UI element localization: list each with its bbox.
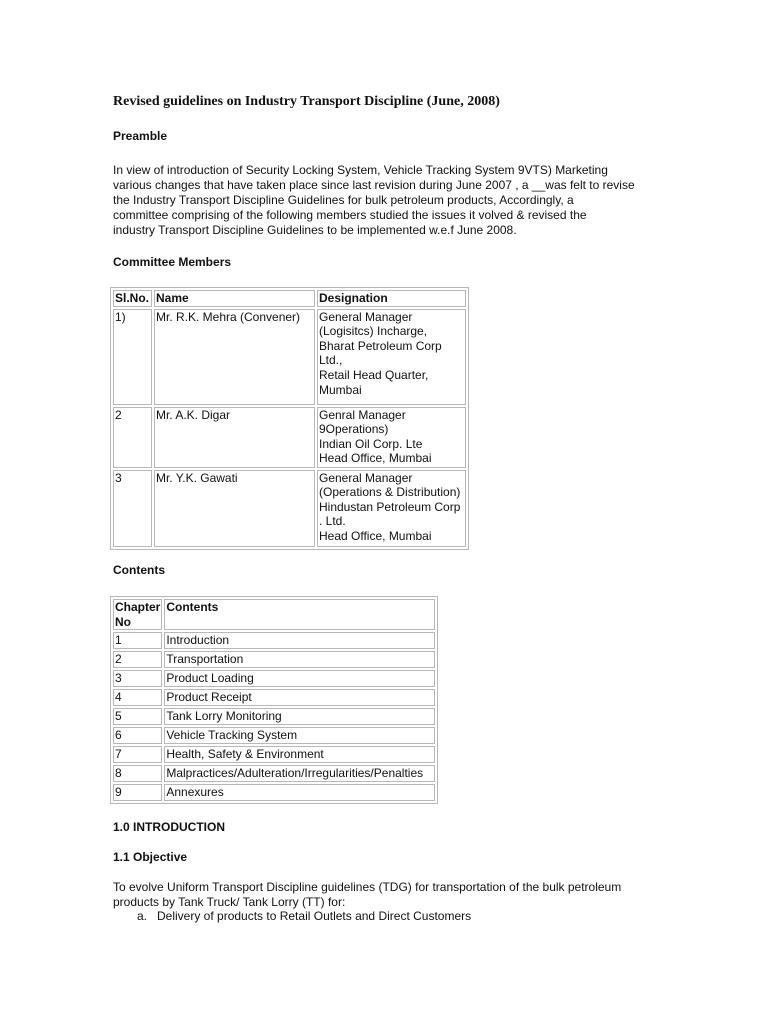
table-row xyxy=(113,670,435,687)
cell-slno: 3 xyxy=(113,470,152,547)
table-row xyxy=(113,746,435,763)
cell-chapter-title: Tank Lorry Monitoring xyxy=(164,708,435,725)
cell-designation xyxy=(317,470,466,547)
cell-name: Mr. R.K. Mehra (Convener) xyxy=(154,309,315,405)
cell-chapter-title: Malpractices/Adulteration/Irregularities/Penalties xyxy=(164,765,435,782)
cell-chapter-no: 3 xyxy=(113,670,162,687)
table-row xyxy=(113,708,435,725)
designation-line: (Operations & Distribution) xyxy=(319,485,461,500)
designation-line: Ltd., xyxy=(319,353,343,368)
contents-table xyxy=(110,596,438,804)
cell-designation xyxy=(317,407,466,468)
preamble-paragraph xyxy=(113,163,653,238)
cell-chapter-no: 5 xyxy=(113,708,162,725)
table-row xyxy=(113,407,466,468)
cell-chapter-no: 9 xyxy=(113,784,162,801)
list-marker: a. xyxy=(137,909,148,923)
objective-line: To evolve Uniform Transport Discipline guidelines (TDG) for transportation of the bulk petroleum xyxy=(113,880,622,894)
cell-name: Mr. A.K. Digar xyxy=(154,407,315,468)
table-row xyxy=(113,632,435,649)
preamble-line: committee comprising of the following members studied the issues it volved & revised the xyxy=(113,208,587,222)
committee-table xyxy=(110,287,469,550)
designation-line: Bharat Petroleum Corp xyxy=(319,338,442,353)
committee-heading: Committee Members xyxy=(113,255,232,269)
cell-chapter-title: Annexures xyxy=(164,784,435,801)
preamble-line: the Industry Transport Discipline Guidelines for bulk petroleum products, Accordingly, a xyxy=(113,193,574,207)
table-header-row xyxy=(113,290,466,307)
cell-chapter-no: 6 xyxy=(113,727,162,744)
cell-chapter-title: Vehicle Tracking System xyxy=(164,727,435,744)
designation-line: General Manager xyxy=(319,309,413,324)
designation-line: Head Office, Mumbai xyxy=(319,528,432,543)
table-row xyxy=(113,470,466,547)
column-header-designation: Designation xyxy=(317,290,466,307)
cell-chapter-title: Transportation xyxy=(164,651,435,668)
column-header-name: Name xyxy=(154,290,315,307)
contents-heading: Contents xyxy=(113,563,165,577)
document-title: Revised guidelines on Industry Transport Discipline (June, 2008) xyxy=(113,94,500,109)
table-row xyxy=(113,689,435,706)
cell-slno: 2 xyxy=(113,407,152,468)
table-row xyxy=(113,727,435,744)
cell-chapter-title: Health, Safety & Environment xyxy=(164,746,435,763)
designation-line: (Logisitcs) Incharge, xyxy=(319,324,428,339)
table-row xyxy=(113,309,466,405)
header-line: No xyxy=(115,614,131,629)
cell-name: Mr. Y.K. Gawati xyxy=(154,470,315,547)
cell-chapter-title: Product Receipt xyxy=(164,689,435,706)
table-row xyxy=(113,784,435,801)
preamble-heading: Preamble xyxy=(113,129,168,143)
column-header-chapter-no xyxy=(113,599,162,630)
cell-designation xyxy=(317,309,466,405)
designation-line: Hindustan Petroleum Corp xyxy=(319,499,461,514)
cell-chapter-no: 4 xyxy=(113,689,162,706)
designation-line: Head Office, Mumbai xyxy=(319,451,432,466)
column-header-slno: Sl.No. xyxy=(113,290,152,307)
objective-heading: 1.1 Objective xyxy=(113,850,188,864)
list-item xyxy=(137,909,471,923)
cell-chapter-no: 2 xyxy=(113,651,162,668)
cell-chapter-title: Product Loading xyxy=(164,670,435,687)
table-row xyxy=(113,651,435,668)
cell-chapter-no: 1 xyxy=(113,632,162,649)
designation-line: General Manager xyxy=(319,470,413,485)
designation-line: Retail Head Quarter, xyxy=(319,367,429,382)
designation-line: . Ltd. xyxy=(319,514,346,529)
designation-line: Genral Manager xyxy=(319,407,406,422)
column-header-contents: Contents xyxy=(164,599,435,630)
table-header-row xyxy=(113,599,435,630)
header-line: Chapter xyxy=(115,600,161,614)
cell-chapter-no: 7 xyxy=(113,746,162,763)
designation-line: 9Operations) xyxy=(319,422,389,437)
preamble-line: industry Transport Discipline Guidelines to be implemented w.e.f June 2008. xyxy=(113,223,517,237)
cell-chapter-title: Introduction xyxy=(164,632,435,649)
cell-chapter-no: 8 xyxy=(113,765,162,782)
preamble-line: various changes that have taken place since last revision during June 2007 , a __was felt to revise xyxy=(113,178,635,192)
list-item-text: Delivery of products to Retail Outlets and Direct Customers xyxy=(157,909,472,923)
cell-slno: 1) xyxy=(113,309,152,405)
designation-line: Indian Oil Corp. Lte xyxy=(319,436,423,451)
objective-line: products by Tank Truck/ Tank Lorry (TT) for: xyxy=(113,895,346,909)
table-row xyxy=(113,765,435,782)
objective-paragraph xyxy=(113,880,653,910)
introduction-heading: 1.0 INTRODUCTION xyxy=(113,820,226,834)
preamble-line: In view of introduction of Security Locking System, Vehicle Tracking System 9VTS) Marketing xyxy=(113,163,608,177)
designation-line: Mumbai xyxy=(319,382,362,397)
